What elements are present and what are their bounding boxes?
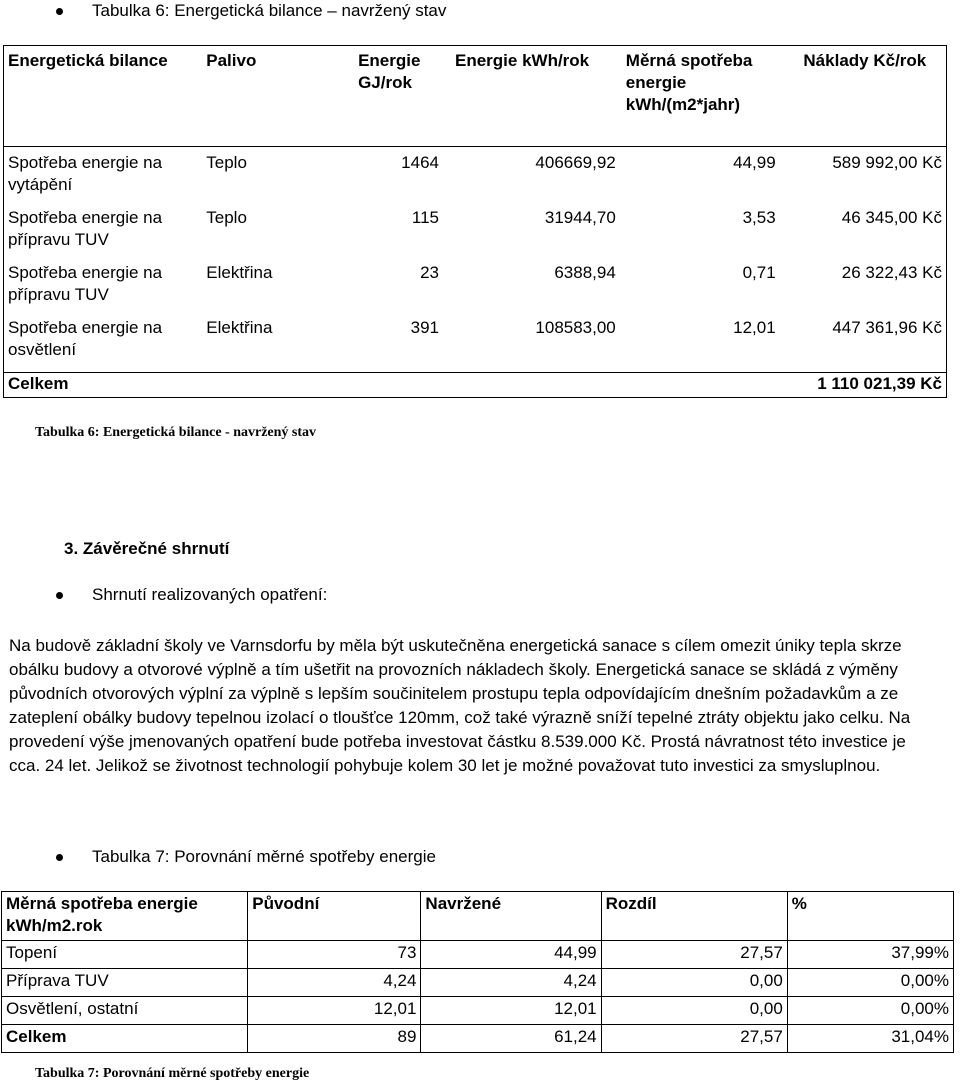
- row-orig: 73: [248, 941, 421, 969]
- row-specific: 0,71: [742, 263, 776, 282]
- row-pct: 0,00%: [787, 969, 953, 997]
- header-cell: Původní: [248, 892, 421, 941]
- bullet-item-table7-title: [56, 846, 436, 868]
- header-cell: Náklady Kč/rok: [803, 51, 927, 70]
- header-cell: Energie kWh/rok: [454, 51, 590, 70]
- table-row: [4, 207, 947, 262]
- table-row: [2, 997, 954, 1025]
- row-specific: 44,99: [733, 153, 776, 172]
- row-kwh: 108583,00: [535, 318, 616, 337]
- row-gj: 115: [411, 208, 439, 227]
- bullet-item-table6-title: [56, 0, 446, 22]
- bullet-text: Tabulka 6: Energetická bilance – navržený stav: [92, 1, 447, 20]
- bullet-text: Tabulka 7: Porovnání měrné spotřeby energie: [92, 847, 436, 866]
- table7-caption: Tabulka 7: Porovnání měrné spotřeby energie: [35, 1066, 310, 1081]
- header-cell: Energie GJ/rok: [358, 51, 421, 92]
- summary-paragraph: Na budově základní školy ve Varnsdorfu by měla být uskutečněna energetická sanace s cílem omezit úniky tepla skrze obálku budovy a otvorové výplně a tím ušetřit na provozních nákladech školy. Energetická sanace se skládá z výměny původních otvorových výplní za výplně s lepším součinitelem prostupu tepla odpovídajícím dnešním požadavkům a ze zateplení obálky budovy tepelnou izolací o tloušťce 120mm, což také výrazně sníží tepelné ztráty objektu jako celku. Na provedení výše jmenovaných opatření bude potřeba investovat částku 8.539.000 Kč. Prostá návratnost této investice je cca. 24 let. Jelikož se životnost technologií pohybuje kolem 30 let je možné považovat tuto investici za smysluplnou.: [9, 636, 911, 775]
- row-pct: 31,04%: [787, 1025, 953, 1053]
- row-new: 61,24: [421, 1025, 601, 1053]
- total-label: Celkem: [4, 373, 207, 398]
- row-gj: 1464: [401, 153, 439, 172]
- row-pct: 0,00%: [787, 997, 953, 1025]
- table-header-row: [4, 46, 947, 147]
- row-label: Spotřeba energie na vytápění: [8, 153, 163, 194]
- header-cell: Palivo: [206, 51, 257, 70]
- row-cost: 447 361,96 Kč: [832, 318, 942, 337]
- row-cost: 589 992,00 Kč: [832, 153, 942, 172]
- row-new: 12,01: [421, 997, 601, 1025]
- row-diff: 27,57: [601, 1025, 787, 1053]
- table-row: [4, 262, 947, 317]
- row-label: Příprava TUV: [2, 969, 248, 997]
- row-label: Celkem: [2, 1025, 248, 1053]
- row-new: 44,99: [421, 941, 601, 969]
- table-total-row: [4, 373, 947, 398]
- row-diff: 27,57: [601, 941, 787, 969]
- bullet-item-summary: [56, 584, 327, 606]
- table-total-row: [2, 1025, 954, 1053]
- row-kwh: 406669,92: [535, 153, 616, 172]
- row-kwh: 31944,70: [544, 208, 616, 227]
- header-cell: Energetická bilance: [8, 51, 168, 70]
- header-cell: Měrná spotřeba energie kWh/m2.rok: [2, 892, 248, 941]
- row-orig: 4,24: [248, 969, 421, 997]
- table-row: [4, 317, 947, 373]
- table-row: [2, 941, 954, 969]
- row-kwh: 6388,94: [554, 263, 616, 282]
- header-cell: Rozdíl: [601, 892, 787, 941]
- row-new: 4,24: [421, 969, 601, 997]
- row-label: Topení: [2, 941, 248, 969]
- table-row: [2, 969, 954, 997]
- row-label: Spotřeba energie na osvětlení: [8, 318, 163, 359]
- row-label: Osvětlení, ostatní: [2, 997, 248, 1025]
- section-heading: 3. Závěrečné shrnutí: [64, 539, 230, 558]
- row-specific: 3,53: [742, 208, 776, 227]
- row-label: Spotřeba energie na přípravu TUV: [8, 208, 163, 249]
- bullet-icon: [56, 592, 63, 599]
- row-cost: 46 345,00 Kč: [841, 208, 942, 227]
- row-label: Spotřeba energie na přípravu TUV: [8, 263, 163, 304]
- bullet-icon: [56, 854, 63, 861]
- specific-consumption-table: [1, 891, 954, 1053]
- row-gj: 391: [410, 318, 439, 337]
- row-cost: 26 322,43 Kč: [841, 263, 942, 282]
- row-orig: 89: [248, 1025, 421, 1053]
- row-diff: 0,00: [601, 997, 787, 1025]
- row-fuel: Teplo: [206, 208, 247, 227]
- table-header-row: [2, 892, 954, 941]
- bullet-icon: [56, 8, 63, 15]
- row-diff: 0,00: [601, 969, 787, 997]
- row-orig: 12,01: [248, 997, 421, 1025]
- bullet-text: Shrnutí realizovaných opatření:: [92, 585, 328, 604]
- row-fuel: Teplo: [206, 153, 247, 172]
- total-value: 1 110 021,39 Kč: [784, 373, 947, 398]
- row-pct: 37,99%: [787, 941, 953, 969]
- row-fuel: Elektřina: [206, 263, 273, 282]
- header-cell: Měrná spotřeba energie kWh/(m2*jahr): [625, 51, 753, 114]
- header-cell: %: [787, 892, 953, 941]
- row-fuel: Elektřina: [206, 318, 273, 337]
- row-gj: 23: [420, 263, 439, 282]
- energy-balance-table: [3, 45, 947, 398]
- row-specific: 12,01: [733, 318, 776, 337]
- header-cell: Navržené: [421, 892, 601, 941]
- table-row: [4, 152, 947, 207]
- table6-caption: Tabulka 6: Energetická bilance - navržený stav: [35, 425, 317, 440]
